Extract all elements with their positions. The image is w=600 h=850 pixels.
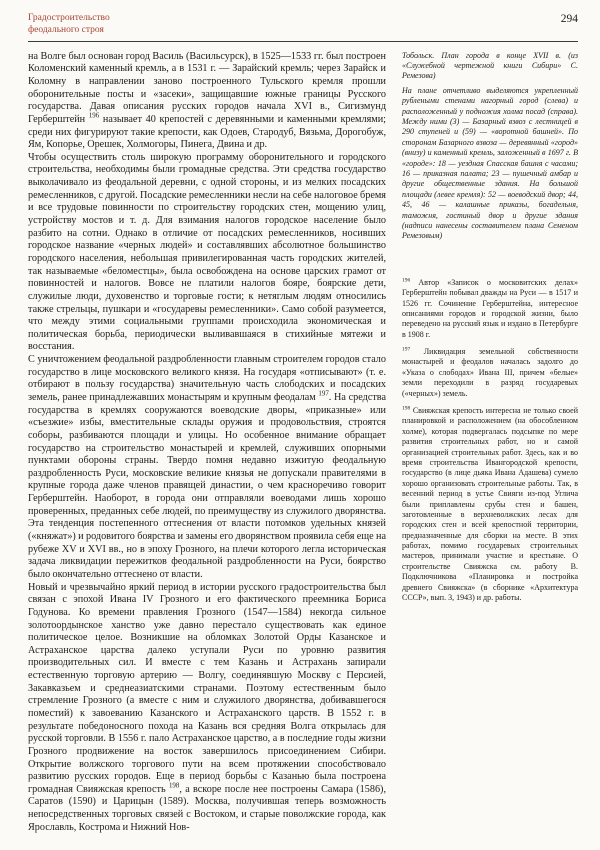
footnote-ref: 197 xyxy=(318,390,329,398)
footnotes xyxy=(402,278,578,604)
page-header xyxy=(28,12,578,37)
footnote: $^{197}$ Ликвидация земельной собственности монастырей и феодалов началась задолго до «Указа о слободах» Ивана III, причем «белые» земли переходили в разряд государевых («черных») земель. xyxy=(402,346,578,398)
margin-column xyxy=(402,51,578,835)
body-paragraph: на Волге был основан город Василь (Васильсурск), в 1525—1533 гг. был построен Коломенский каменный кремль, а в 1531 г. — Зарайский кремль; через Зарайск и Коломну в направлении заново построенного Тульского кремля прошли оборонительные посты и «засеки», защищавшие южные границы Русского государства. Давая описания русских городов начала XVI в., Сигизмунд Герберштейн $^{196}$ называет 40 крепостей с деревянными и каменными кремлями; среди них фигурируют такие крепости, как Одоев, Стародуб, Вязьма, Дорогобуж, Ям, Копорье, Орешек, Холмогоры, Пинега, Двина и др. xyxy=(28,50,386,151)
footnote-number: 198 xyxy=(402,405,411,412)
caption-text: На плане отчетливо выделяются укрепленный рублеными стенами нагорный город (слева) и расположенный у подножия холма посад (справа). Между ними (3) — Базарный взвоз с лестницей в 290 ступеней и (59) — «воротной башней». По сторонам Базарного взвоза — деревянный «город» (внизу) и каменный кремль, заложенный в 1697 г. В «городе»: 18 — уездная Спасская башня с часами; 16 — приказная палата; 23 — пушечный амбар и другие общественные здания. На большой площади (левее кремля): 52 — воеводский двор; 44, 45, 46 — калашные приказы, богадельня, таможня, гостиный двор и другие здания (надписи нанесены составителем плана Семеном Ремезовым) xyxy=(402,85,578,241)
footnote-number: 196 xyxy=(402,277,411,284)
footnote: $^{196}$ Автор «Записок о московитских делах» Герберштейн побывал дважды на Руси — в 1517 и 1526 гг. Сочинение Герберштейна, интересное описаниями городов и городской жизни, было переведено на русский язык и издано в Петербурге в 1908 г. xyxy=(402,277,578,339)
running-title-line2: феодального строя xyxy=(28,25,104,36)
page-number: 294 xyxy=(560,13,578,25)
header-rule xyxy=(28,41,578,42)
running-title xyxy=(28,12,110,37)
figure-caption xyxy=(402,51,578,242)
footnote-number: 197 xyxy=(402,346,411,353)
footnote: $^{198}$ Свияжская крепость интересна не только своей планировкой и расположением (на обособленном холме), которая подвергалась подсыпке по мере развития строительных работ, но и самой организацией строительных работ. Здесь, как и во время строительства Ивангородской крепости, государство (в лице дьяка Ивана Адашева) сумело хорошо организовать строительные работы. Так, в весенний период в устье Свияги из-под Углича были приплавлены срубы стен и башен, заготовленные в верхневолжских лесах для городских стен и всей крепостной территории, предназначенные для сборки на месте. В этих работах, помимо государевых строительных мастеров, принимали участие и крестьяне. О строительстве Свияжска см. работу В. Подключникова «Планировка и постройка древнего Свияжска» (в сборнике «Архитектура СССР», вып. 3, 1943) и др. работы. xyxy=(402,405,578,603)
footnote-ref: 196 xyxy=(88,112,100,120)
body-paragraph: С уничтожением феодальной раздробленности главным строителем городов стало государство в лице московского великого князя. На государя «отписывают» (т. е. отбирают в пользу государства) значительную часть слободских и посадских земель, ранее принадлежавших монастырям и крупным феодалам $^{197}$. На средства государства в кремлях сооружаются воеводские дворы, «приказные» или «съезжие» избы, вместительные склады оружия и продовольствия, строятся соборы, разбиваются площади и улицы. Но особенное внимание обращает государство на строительство монастырей и кремлей, служивших опорными пунктами обороны страны. Твердо помня недавно изжитую феодальную раздробленность Руси, московские великие князья не допускали правителями в крупные города даже членов правящей династии, о чем красноречиво говорит Герберштейн. Наоборот, в города они отправляли воеводами лишь хорошо проверенных, преданных себе людей, по преимуществу из служилого дворянства. Эта тенденция постепенного оттеснения от власти потомков удельных князей («княжат») и родовитого боярства и замены его дворянством проявила себя еще на рубеже XV и XVI вв., но в эпоху Грозного, на плечи которого легла историческая задача ликвидации пережитков феодальной раздробленности на Руси, боярство было окончательно оттеснено от власти. xyxy=(28,354,386,580)
footnote-ref: 198 xyxy=(168,782,180,790)
page-content xyxy=(28,51,578,835)
body-text-column xyxy=(28,51,386,835)
running-title-line1: Градостроительство xyxy=(28,13,110,23)
caption-title: Тобольск. План города в конце XVII в. (из «Служебной чертежной книги Сибири» С. Ремезова) xyxy=(402,50,578,81)
body-paragraph: Новый и чрезвычайно яркий период в истории русского градостроительства был связан с эпохой Ивана IV Грозного и его фактического преемника Бориса Годунова. Ко времени правления Грозного (1547—1584) некогда сильное золотоордынское ханство уже давно перестало существовать как единое политическое целое. Возникшие на обломках Золотой Орды Казанское и Астраханское царства далеко уступали Руси по уровню развития производительных сил. И вместе с тем Казань и Астрахань запирали естественную торговую артерию — Волгу, соединявшую Москву с Персией, Закавказьем и среднеазиатскими странами. Поэтому естественным было стремление Грозного (а вместе с ним и служилого дворянства, добивавшегося поместий) к завоеванию Казанского и Астраханского царств. В 1552 г. в результате победоносного похода на Казань вся средняя Волга открылась для русской торговли. В 1556 г. пало Астраханское царство, а в последние годы жизни Грозного продвижение на восток завершилось присоединением Сибири. Открытие волжского торгового пути на всем протяжении способствовало развитию русских городов. Еще в период борьбы с Казанью была построена громадная Свияжская крепость $^{198}$, а вскоре после нее построены Самара (1586), Саратов (1590) и Царицын (1589). Москва, получившая теперь возможность непосредственных торговых связей с Востоком, и старые поволжские города, как Ярославль, Кострома и Нижний Нов- xyxy=(28,581,386,833)
body-paragraph: Чтобы осуществить столь широкую программу оборонительного и городского строительства, необходимы были громадные средства. Эти средства государство выколачивало из феодальной деревни, с одной стороны, и из мелких посадских ремесленников, с другой. Посадские ремесленники несли на себе налоговое бремя и все трудовые повинности по строительству городских стен, мощению улиц, устройству мостов и т. д. Для взимания налогов городское население было разбито на сотни. Однако в отличие от посадских ремесленников, носивших городское название «черных людей» и составлявших абсолютное большинство городского населения, небольшая привилегированная часть городских жителей, так называемые «беломестцы», была освобождена на основе царских грамот от повинностей и налогов. Вовсе не платили налогов бояре, боярские дети, служилые люди, духовенство и торговые гости; к нетяглым людям относились также стрельцы, пушкари и «государевы ремесленники». Само собой разумеется, что между этими социальными группами происходила экономическая и политическая борьба, периодически выливавшаяся в стихийные мятежи и восстания. xyxy=(28,151,386,353)
